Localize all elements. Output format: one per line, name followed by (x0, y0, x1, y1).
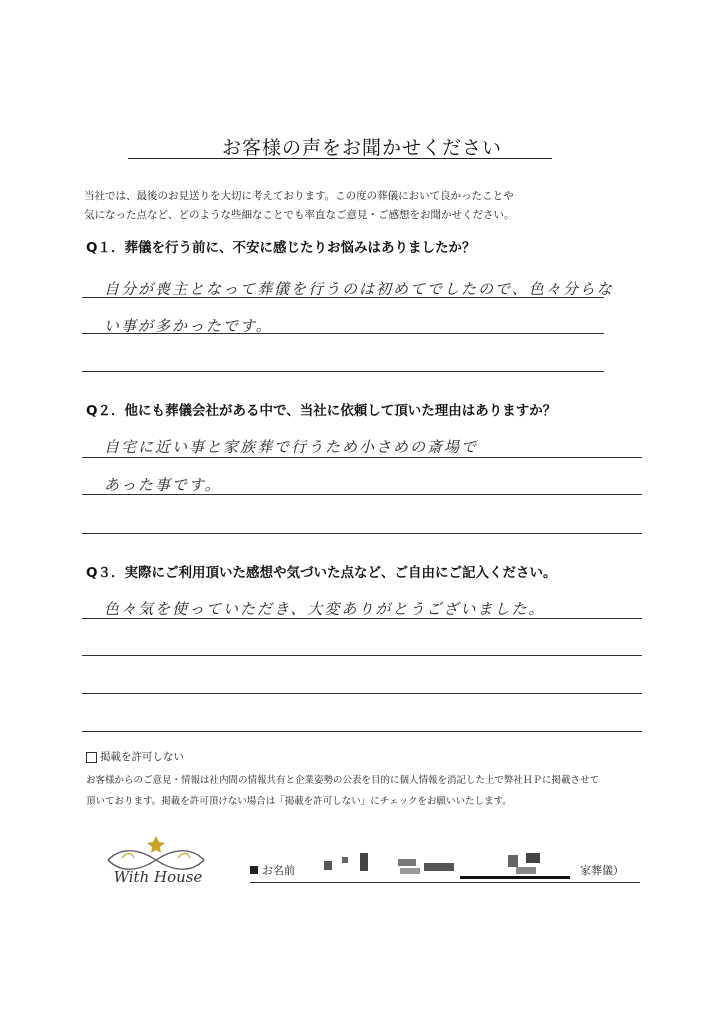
answer-rule (82, 533, 642, 534)
name-suffix: 家葬儀） (580, 864, 624, 877)
title-underline (128, 158, 552, 159)
form-title: お客様の声をお聞かせください (221, 137, 502, 159)
question-2-answer-line-1: 自宅に近い事と家族葬で行うため小さめの斎場で (104, 438, 479, 456)
consent-label: 掲載を許可しない (100, 751, 184, 763)
question-2-label: Q２．他にも葬儀会社がある中で、当社に依頼して頂いた理由はありますか？ (86, 403, 557, 419)
answer-rule (82, 731, 642, 732)
consent-checkbox[interactable] (86, 752, 97, 763)
answer-rule (82, 371, 604, 372)
question-1-answer-line-2: い事が多かったです。 (104, 317, 273, 335)
answer-rule (82, 618, 642, 619)
answer-rule (82, 457, 642, 458)
name-bullet-icon (250, 866, 258, 874)
logo-text: With House (113, 868, 203, 886)
redacted-name (320, 853, 560, 879)
name-label: お名前 (262, 864, 295, 877)
answer-rule (82, 297, 604, 298)
intro-text (84, 187, 684, 225)
answer-rule (82, 655, 642, 656)
answer-rule (82, 693, 642, 694)
answer-rule (82, 494, 642, 495)
consent-notice (86, 770, 646, 812)
question-1-label: Q１．葬儀を行う前に、不安に感じたりお悩みはありましたか？ (86, 240, 476, 256)
question-3-answer-line-1: 色々気を使っていただき、大変ありがとうございました。 (104, 600, 546, 618)
intro-line: 気になった点など、どのような些細なことでも率直なご意見・ご感想をお聞かせください。 (84, 209, 515, 221)
notice-line: お客様からのご意見・情報は社内間の情報共有と企業姿勢の公表を目的に個人情報を消記した上で弊社ＨＰに掲載させて (86, 775, 600, 786)
notice-line: 頂いております。掲載を許可頂けない場合は「掲載を許可しない」にチェックをお願いいたします。 (86, 796, 512, 807)
question-2-answer-line-2: あった事です。 (104, 476, 222, 494)
name-underline (250, 882, 640, 883)
question-1-answer-line-1: 自分が喪主となって葬儀を行うのは初めてでしたので、色々分らな (104, 280, 614, 298)
question-3-label: Q３．実際にご利用頂いた感想や気づいた点など、ご自由にご記入ください。 (86, 565, 557, 581)
intro-line: 当社では、最後のお見送りを大切に考えております。この度の葬儀において良かったことや (84, 190, 514, 202)
answer-rule (82, 333, 604, 334)
